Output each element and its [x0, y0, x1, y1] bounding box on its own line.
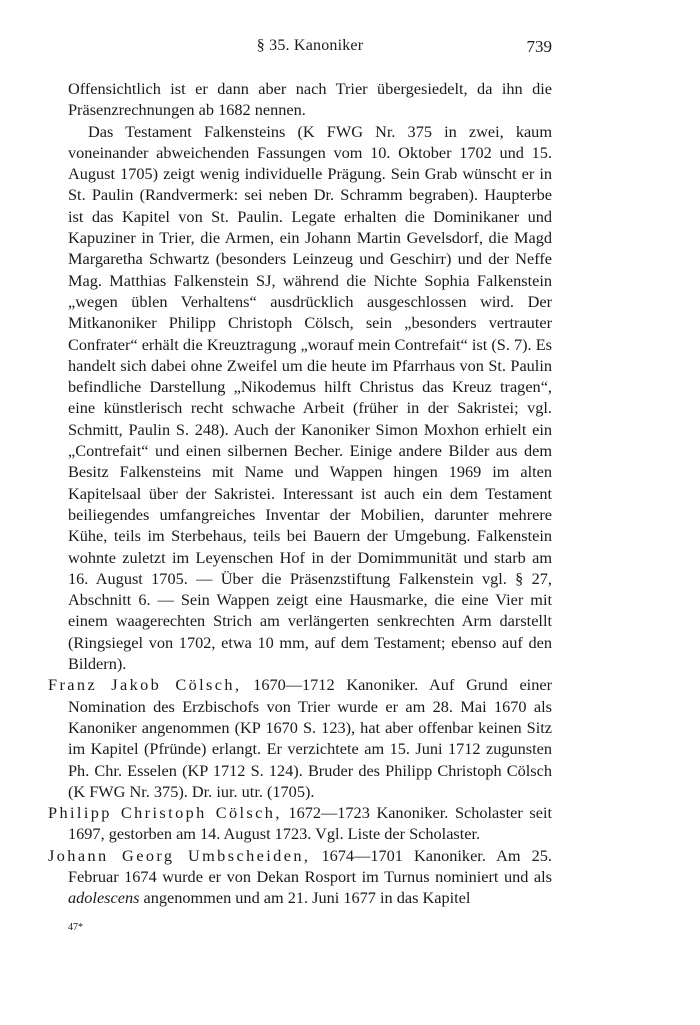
entry-text-after: angenommen und am 21. Juni 1677 in das Kapitel	[139, 888, 471, 908]
body-text	[48, 78, 552, 909]
entry-italic-term: adolescens	[68, 888, 140, 908]
signature-mark: 47*	[68, 922, 83, 933]
paragraph-continuation: Offensichtlich ist er dann aber nach Trier übergesiedelt, da ihn die Präsenzrechnungen ab 1682 nennen.	[68, 79, 552, 120]
running-head	[68, 37, 552, 59]
entry-philipp-christoph-coelsch	[48, 802, 552, 845]
entry-text-before: 1674—1701 Kanoniker. Am 25. Februar 1674 wurde er von Dekan Rosport im Turnus nominiert und als	[68, 845, 552, 886]
entry-name: Philipp Christoph Cölsch,	[48, 803, 282, 823]
entry-johann-georg-umbscheiden	[48, 845, 552, 909]
entry-name: Franz Jakob Cölsch,	[48, 675, 242, 695]
page-number: 739	[526, 37, 552, 56]
entry-text: 1670—1712 Kanoniker. Auf Grund einer Nomination des Erzbischofs von Trier wurde er am 28. Mai 1670 als Kanoniker angenommen (KP 1670 S. 123), hat aber offenbar keinen Sitz im Kapitel (Pfründe) erlangt. Er verzichtete am 15. Juni 1712 zugunsten Ph. Chr. Esselen (KP 1712 S. 124). Bruder des Philipp Christoph Cölsch (K FWG Nr. 375). Dr. iur. utr. (1705).	[68, 675, 552, 801]
entry-text: 1672—1723 Kanoniker. Scholaster seit 1697, gestorben am 14. August 1723. Vgl. Liste der Scholaster.	[68, 803, 552, 844]
running-title: § 35. Kanoniker	[256, 37, 364, 54]
entry-name: Johann Georg Umbscheiden,	[48, 845, 311, 865]
paragraph-testament: Das Testament Falkensteins (K FWG Nr. 375 in zwei, kaum voneinander abweichenden Fassungen vom 10. Oktober 1702 und 15. August 1705) zeigt wenig individuelle Prägung. Sein Grab wünscht er in St. Paulin (Randvermerk: sei neben Dr. Schramm begraben). Haupterbe ist das Kapitel von St. Paulin. Legate erhalten die Dominikaner und Kapuziner in Trier, die Armen, ein Johann Martin Gevelsdorf, die Magd Margaretha Schwartz (besonders Leinzeug und Geschirr) und der Neffe Mag. Matthias Falkenstein SJ, während die Nichte Sophia Falkenstein „wegen üblen Verhaltens“ ausdrücklich ausgeschlossen wird. Der Mitkanoniker Philipp Christoph Cölsch, sein „besonders vertrauter Confrater“ erhält die Kreuztragung „worauf mein Contrefait“ ist (S. 7). Es handelt sich dabei ohne Zweifel um die heute im Pfarrhaus von St. Paulin befindliche Darstellung „Nikodemus hilft Christus das Kreuz tragen“, eine künstlerisch recht schwache Arbeit (früher in der Sakristei; vgl. Schmitt, Paulin S. 248). Auch der Kanoniker Simon Moxhon erhielt ein „Contrefait“ und einen silbernen Becher. Einige andere Bilder aus dem Besitz Falkensteins mit Name und Wappen hingen 1969 im alten Kapitelsaal über der Sakristei. Interessant ist auch ein dem Testament beiliegendes umfangreiches Inventar der Mobilien, darunter mehrere Kühe, teils im Sterbehaus, teils bei Bauern der Umgebung. Falkenstein wohnte zuletzt im Leyenschen Hof in der Domimmunität und starb am 16. August 1705. — Über die Präsenzstiftung Falkenstein vgl. § 27, Abschnitt 6. — Sein Wappen zeigt eine Hausmarke, die eine Vier mit einem waagerechten Strich am verlängerten senkrechten Arm darstellt (Ringsiegel von 1702, etwa 10 mm, auf dem Testament; ebenso auf den Bildern).	[68, 121, 552, 674]
entry-franz-jakob-coelsch	[48, 674, 552, 802]
